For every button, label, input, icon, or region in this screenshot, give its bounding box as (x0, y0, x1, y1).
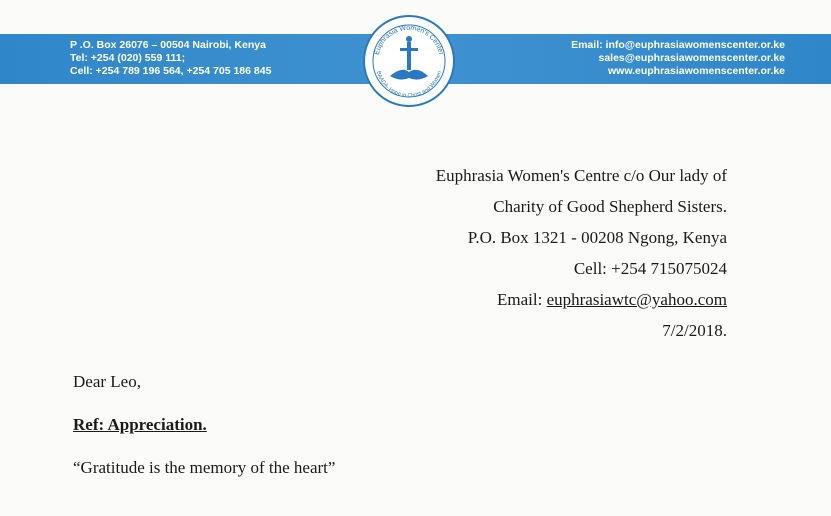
letterhead-email-info[interactable]: Email: info@euphrasiawomenscenter.or.ke (571, 39, 785, 51)
sender-address-block (436, 160, 727, 315)
reference-line: Ref: Appreciation. (73, 415, 207, 434)
opening-quote: “Gratitude is the memory of the heart” (73, 458, 336, 477)
sender-line-2: Charity of Good Shepherd Sisters. (493, 197, 727, 216)
letterhead-tel: Tel: +254 (020) 559 111; (70, 52, 186, 64)
sender-email-line (436, 284, 727, 315)
sender-line-1: Euphrasia Women's Centre c/o Our lady of (435, 166, 727, 185)
sender-email-label: Email: (497, 290, 547, 309)
logo-motto-text: BAADA- Hope in Christ and Women (374, 70, 444, 100)
organization-logo (362, 14, 456, 108)
letter-date: 7/2/2018. (662, 321, 727, 340)
logo-name-text: Euphrasia Women's Center (373, 24, 445, 56)
sender-email-link[interactable]: euphrasiawtc@yahoo.com (546, 290, 727, 309)
sender-po-box: P.O. Box 1321 - 00208 Ngong, Kenya (467, 228, 727, 247)
letterhead-po-box: P .O. Box 26076 – 00504 Nairobi, Kenya (70, 39, 266, 51)
letterhead-email-sales[interactable]: sales@euphrasiawomenscenter.or.ke (598, 52, 785, 64)
greeting: Dear Leo, (73, 372, 141, 391)
letterhead-contact-right (571, 39, 785, 78)
letterhead-cell: Cell: +254 789 196 564, +254 705 186 845 (70, 65, 272, 77)
letterhead-website[interactable]: www.euphrasiawomenscenter.or.ke (607, 65, 785, 77)
sender-cell: Cell: +254 715075024 (573, 259, 727, 278)
letterhead-contact-left (70, 39, 271, 78)
